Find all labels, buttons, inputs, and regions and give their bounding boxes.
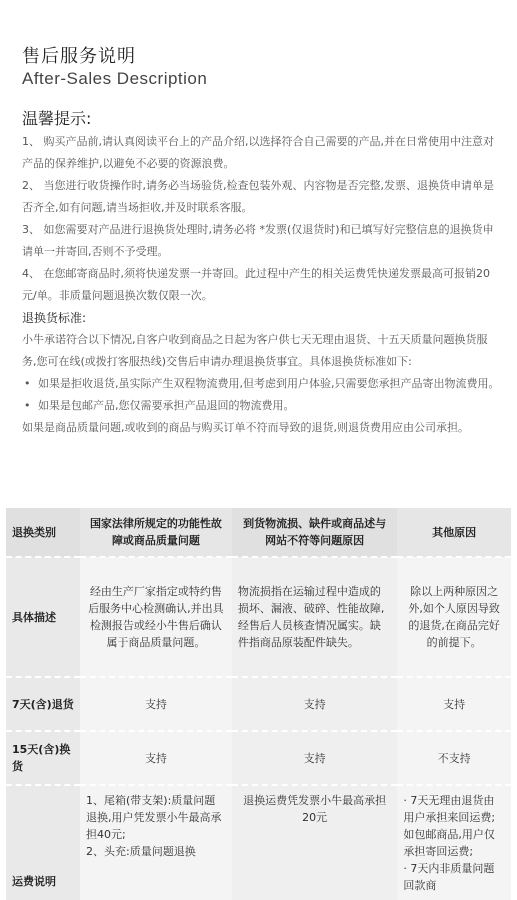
header-cell: 退换类别: [6, 508, 80, 557]
table-cell: 支持: [80, 731, 232, 785]
page-title: 售后服务说明: [22, 46, 136, 67]
standard-heading: 退换货标准:: [22, 311, 87, 325]
table-cell: 物流损指在运输过程中造成的损坏、漏液、破碎、性能故障,经售后人员核查情况属实。缺件指商品原装配件缺失。: [232, 557, 397, 677]
row-label: 具体描述: [6, 557, 80, 677]
table-row: [6, 785, 511, 900]
table-row: [6, 677, 511, 731]
notice-body: [22, 131, 500, 439]
table-cell: 支持: [232, 731, 397, 785]
table-cell: 不支持: [397, 731, 511, 785]
table-cell: 支持: [80, 677, 232, 731]
bullet-item: • 如果是拒收退货,虽实际产生双程物流费用,但考虑到用户体验,只需要您承担产品寄出物流费用。: [38, 373, 500, 395]
notice-item: 3、 如您需要对产品进行退换货处理时,请务必将 *发票(仅退货时)和已填写好完整信息的退换货申请单一并寄回,否则不予受理。: [22, 223, 494, 258]
quality-note: 如果是商品质量问题,或收到的商品与购买订单不符而导致的退货,则退货费用应由公司承担。: [22, 421, 469, 434]
table-cell: 1、尾箱(带支架):质量问题退换,用户凭发票小牛最高承担40元; 2、头充:质量问题退换: [80, 785, 232, 900]
table-cell: 除以上两种原因之外,如个人原因导致的退货,在商品完好的前提下。: [397, 557, 511, 677]
header-cell: 国家法律所规定的功能性故障或商品质量问题: [80, 508, 232, 557]
table-row: [6, 557, 511, 677]
return-policy-table: [6, 508, 511, 900]
standard-intro: 小牛承诺符合以下情况,自客户收到商品之日起为客户供七天无理由退货、十五天质量问题换货服务,您可在线(或拨打客服热线)交售后申请办理退换货事宜。具体退换货标准如下:: [22, 333, 488, 368]
notice-heading: 温馨提示:: [22, 109, 92, 128]
page-subtitle: After-Sales Description: [22, 69, 208, 88]
notice-item: 2、 当您进行收货操作时,请务必当场验货,检查包装外观、内容物是否完整,发票、退换货申请单是否齐全,如有问题,请当场拒收,并及时联系客服。: [22, 179, 494, 214]
bullet-item: • 如果是包邮产品,您仅需要承担产品退回的物流费用。: [38, 395, 500, 417]
bullet-list: [22, 373, 500, 417]
table-cell: 支持: [397, 677, 511, 731]
header-cell: 其他原因: [397, 508, 511, 557]
table-cell: 经由生产厂家指定或特约售后服务中心检测确认,并出具检测报告或经小牛售后确认属于商品质量问题。: [80, 557, 232, 677]
row-label: 运费说明: [6, 785, 80, 900]
notice-item: 1、 购买产品前,请认真阅读平台上的产品介绍,以选择符合自己需要的产品,并在日常使用中注意对产品的保养维护,以避免不必要的资源浪费。: [22, 135, 494, 170]
row-label: 15天(含)换货: [6, 731, 80, 785]
row-label: 7天(含)退货: [6, 677, 80, 731]
header-cell: 到货物流损、缺件或商品述与网站不符等问题原因: [232, 508, 397, 557]
table-row: [6, 731, 511, 785]
table-cell: 支持: [232, 677, 397, 731]
table-cell: · 7天无理由退货由用户承担来回运费;如包邮商品,用户仅承担寄回运费; · 7天内非质量问题回款商: [397, 785, 511, 900]
notice-item: 4、 在您邮寄商品时,须将快递发票一并寄回。此过程中产生的相关运费凭快递发票最高可报销20元/单。非质量问题退换次数仅限一次。: [22, 267, 490, 302]
table-header-row: [6, 508, 511, 557]
table-cell: 退换运费凭发票小牛最高承担20元: [232, 785, 397, 900]
